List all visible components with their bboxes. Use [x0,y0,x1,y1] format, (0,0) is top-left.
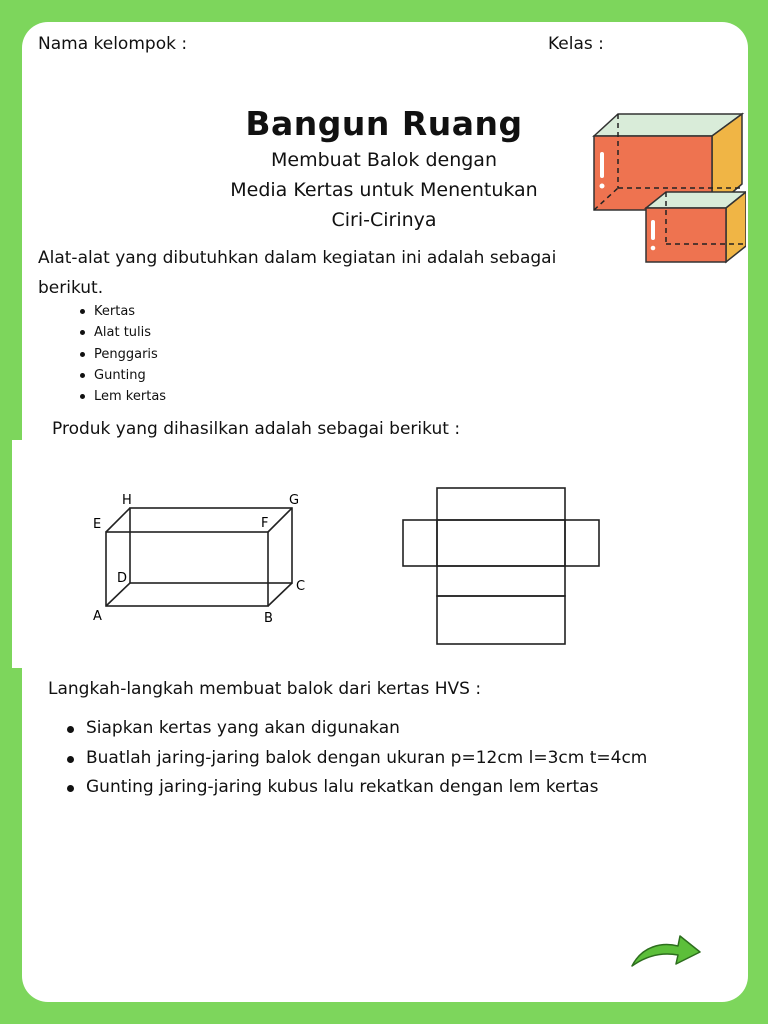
curved-arrow-right-icon[interactable] [628,932,704,970]
list-item: Penggaris [76,344,166,365]
vertex-label-d: D [117,571,128,586]
class-label: Kelas : [548,34,604,54]
list-item: Gunting jaring-jaring kubus lalu rekatkan dengan lem kertas [64,773,647,803]
orange-boxes-illustration [586,108,746,264]
vertex-label-f: F [261,516,269,531]
list-item: Gunting [76,365,166,386]
product-intro: Produk yang dihasilkan adalah sebagai berikut : [52,419,461,439]
vertex-label-c: C [296,579,306,594]
tools-intro: Alat-alat yang dibutuhkan dalam kegiatan ini adalah sebagai berikut. [38,248,557,298]
list-item: Buatlah jaring-jaring balok dengan ukuran p=12cm l=3cm t=4cm [64,744,647,774]
vertex-label-a: A [93,609,102,624]
vertex-label-e: E [93,517,102,532]
vertex-label-g: G [289,493,300,508]
tools-list [76,301,166,407]
steps-intro: Langkah-langkah membuat balok dari kertas HVS : [48,679,482,699]
vertex-label-h: H [122,493,132,508]
vertex-label-b: B [264,611,273,626]
subtitle-line-1: Membuat Balok dengan [271,149,497,171]
list-item: Alat tulis [76,322,166,343]
page-title: Bangun Ruang [245,104,523,143]
cuboid-net-diagram [400,486,602,648]
list-item: Kertas [76,301,166,322]
cuboid-diagram [84,486,324,628]
group-name-label: Nama kelompok : [38,34,188,54]
list-item: Lem kertas [76,386,166,407]
steps-list [64,714,647,803]
subtitle-line-3: Ciri-Cirinya [331,209,437,231]
list-item: Siapkan kertas yang akan digunakan [64,714,647,744]
subtitle-line-2: Media Kertas untuk Menentukan [230,179,538,201]
